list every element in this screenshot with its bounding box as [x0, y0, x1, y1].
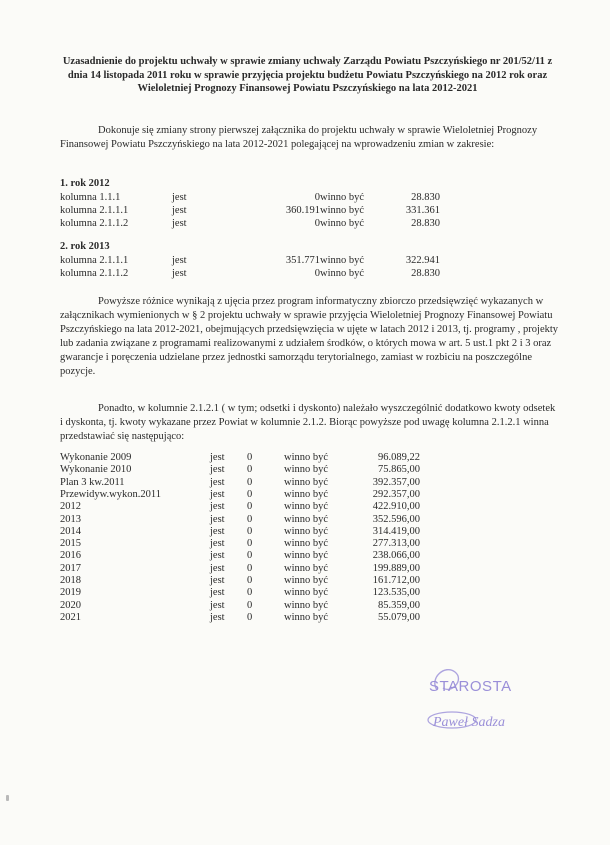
year-winno: winno być [284, 488, 329, 500]
year-new-value: 392.357,00 [372, 476, 420, 488]
row-label: kolumna 2.1.1.2 [60, 268, 129, 279]
row-new-value: 322.941 [405, 255, 440, 266]
year-new-value: 96.089,22 [378, 452, 420, 463]
year-label: Przewidyw.wykon.2011 [60, 488, 162, 500]
section-heading-2012: 1. rok 2012 [60, 178, 110, 189]
row-winno: winno być [320, 268, 365, 279]
row-old-value: 360.191 [285, 205, 320, 216]
year-old-value: 0 [247, 513, 253, 525]
year-new-value: 292.357,00 [372, 488, 420, 500]
year-winno: winno być [284, 575, 329, 586]
additional-paragraph: Ponadto, w kolumnie 2.1.2.1 ( w tym; odsetki i dyskonto) należało wyszczególnić dodatkowo kwoty odsetek i dyskonta, tj. kwoty wykazane przez Powiat w kolumnie 2.1.2. Biorąc powyższe pod uwagę kolumna 2.1.2.1 winna przedstawiać się następująco: [60, 403, 556, 442]
row-old-value: 0 [314, 268, 320, 279]
year-jest: jest [210, 501, 225, 513]
row-new-value: 28.830 [411, 192, 440, 203]
year-jest: jest [210, 488, 225, 500]
year-label: 2018 [60, 575, 81, 586]
row-old-value: 0 [314, 192, 320, 203]
row-old-value: 0 [314, 218, 320, 229]
year-new-value: 55.079,00 [378, 611, 420, 623]
row-new-value: 28.830 [411, 218, 440, 229]
row-jest: jest [172, 205, 187, 216]
row-winno: winno być [320, 255, 365, 266]
year-new-value: 277.313,00 [372, 538, 420, 550]
year-winno: winno być [284, 599, 329, 611]
year-old-value: 0 [247, 599, 253, 611]
year-jest: jest [210, 599, 225, 611]
row-jest: jest [172, 218, 187, 229]
year-jest: jest [210, 611, 225, 623]
section-heading-2013: 2. rok 2013 [60, 241, 110, 252]
year-winno: winno być [284, 513, 329, 525]
year-new-value: 161.712,00 [372, 575, 420, 586]
document-title: Uzasadnienie do projektu uchwały w sprawie zmiany uchwały Zarządu Powiatu Pszczyńskiego nr 201/52/11 z dnia 14 listopada 2011 roku w sprawie przyjęcia projektu budżetu Powiatu Pszczyńskiego na 2012 rok oraz Wieloletniej Prognozy Finansowej Powiatu Pszczyńskiego na lata 2012-2021 [62, 56, 553, 94]
year-old-value: 0 [247, 587, 253, 599]
year-label: 2019 [60, 587, 81, 599]
year-winno: winno być [284, 562, 329, 574]
year-winno: winno być [284, 452, 329, 463]
year-old-value: 0 [247, 550, 253, 562]
year-label: 2017 [60, 562, 81, 574]
year-winno: winno być [284, 611, 329, 623]
year-jest: jest [210, 538, 225, 550]
year-winno: winno być [284, 587, 329, 599]
year-new-value: 85.359,00 [378, 599, 420, 611]
year-old-value: 0 [247, 476, 253, 488]
row-winno: winno być [320, 218, 365, 229]
year-label: 2013 [60, 513, 81, 525]
row-jest: jest [172, 268, 187, 279]
row-jest: jest [172, 255, 187, 266]
year-winno: winno być [284, 525, 329, 537]
year-label: Wykonanie 2010 [60, 464, 132, 476]
year-label: 2020 [60, 599, 81, 611]
year-label: 2015 [60, 538, 81, 550]
year-old-value: 0 [247, 525, 253, 537]
year-old-value: 0 [247, 611, 253, 623]
year-label: 2014 [60, 525, 81, 537]
year-jest: jest [210, 525, 225, 537]
year-new-value: 238.066,00 [372, 550, 420, 562]
year-label: Plan 3 kw.2011 [60, 476, 125, 488]
year-old-value: 0 [247, 501, 253, 513]
year-winno: winno być [284, 464, 329, 476]
scan-mark [6, 795, 9, 801]
row-winno: winno być [320, 192, 365, 203]
row-label: kolumna 2.1.1.1 [60, 205, 129, 216]
row-label: kolumna 1.1.1 [60, 192, 121, 203]
stamp-title: STAROSTA [429, 678, 512, 695]
year-old-value: 0 [247, 452, 253, 463]
row-winno: winno być [320, 205, 365, 216]
year-old-value: 0 [247, 488, 253, 500]
year-jest: jest [210, 550, 225, 562]
year-old-value: 0 [247, 538, 253, 550]
year-jest: jest [210, 587, 225, 599]
year-jest: jest [210, 562, 225, 574]
year-old-value: 0 [247, 575, 253, 586]
year-label: 2021 [60, 611, 81, 623]
year-new-value: 352.596,00 [372, 513, 420, 525]
row-new-value: 331.361 [405, 205, 440, 216]
row-label: kolumna 2.1.1.1 [60, 255, 129, 266]
year-label: 2012 [60, 501, 81, 513]
year-jest: jest [210, 452, 225, 463]
year-old-value: 0 [247, 464, 253, 476]
year-label: Wykonanie 2009 [60, 452, 132, 463]
year-winno: winno być [284, 538, 329, 550]
year-new-value: 123.535,00 [372, 587, 420, 599]
row-new-value: 28.830 [411, 268, 440, 279]
year-new-value: 314.419,00 [372, 525, 420, 537]
year-jest: jest [210, 464, 225, 476]
year-old-value: 0 [247, 562, 253, 574]
row-label: kolumna 2.1.1.2 [60, 218, 129, 229]
year-winno: winno być [284, 476, 329, 488]
year-new-value: 422.910,00 [372, 501, 420, 513]
row-old-value: 351.771 [285, 255, 320, 266]
year-jest: jest [210, 513, 225, 525]
stamp-signature: Paweł Sadza [433, 715, 505, 730]
year-winno: winno być [284, 550, 329, 562]
starosta-stamp [415, 660, 555, 740]
explanation-paragraph: Powyższe różnice wynikają z ujęcia przez program informatyczny zbiorczo przedsięwzięć wykazanych w załącznikach wymienionych w § 2 projektu uchwały w sprawie przyjęcia Wieloletniej Prognozy Finansowej Powiatu Pszczyńskiego na lata 2012-2021, obejmujących przedsięwzięcia w ujęte w latach 2012 i 2013, tj. programy , projekty lub zadania związane z programami realizowanymi z udziałem środków, o których mowa w art. 5 ust.1 pkt 2 i 3 oraz gwarancje i poręczenia udzielane przez jednostki samorządu terytorialnego, zamiast w rozbiciu na poszczególne pozycje. [60, 296, 559, 377]
year-new-value: 75.865,00 [378, 464, 420, 476]
year-new-value: 199.889,00 [372, 562, 420, 574]
intro-paragraph: Dokonuje się zmiany strony pierwszej załącznika do projektu uchwały w sprawie Wieloletniej Prognozy Finansowej Powiatu Pszczyńskiego na lata 2012-2021 polegającej na wprowadzeniu zmian w zakresie: [60, 125, 538, 150]
year-jest: jest [210, 476, 225, 488]
year-jest: jest [210, 575, 225, 586]
year-label: 2016 [60, 550, 81, 562]
year-winno: winno być [284, 501, 329, 513]
row-jest: jest [172, 192, 187, 203]
